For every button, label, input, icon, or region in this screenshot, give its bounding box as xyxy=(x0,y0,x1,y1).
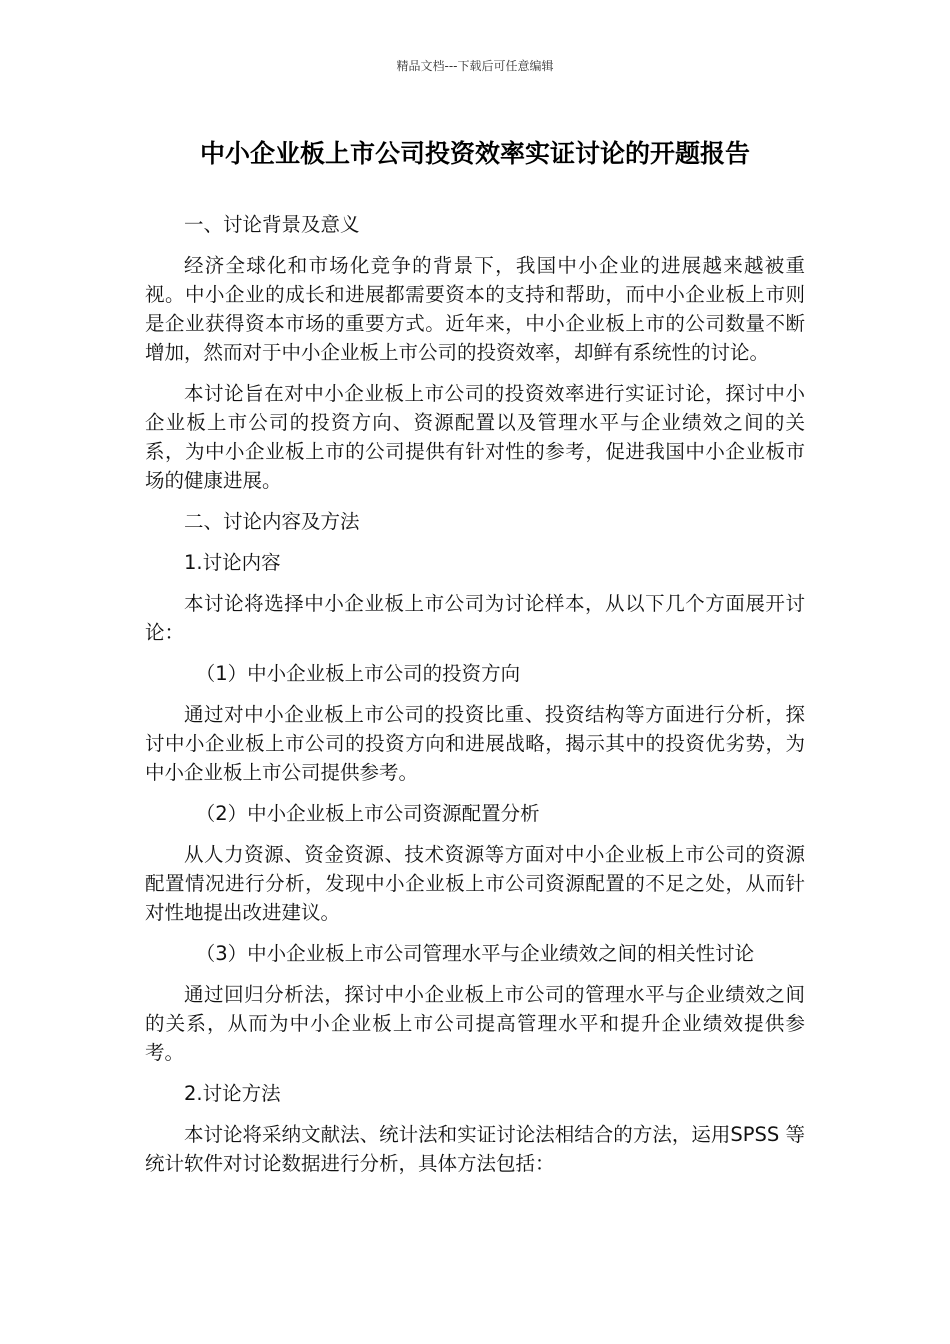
item-heading-resource-allocation: （2）中小企业板上市公司资源配置分析 xyxy=(195,802,540,825)
document-title: 中小企业板上市公司投资效率实证讨论的开题报告 xyxy=(199,139,750,168)
subsection-heading-content: 1.讨论内容 xyxy=(184,551,281,574)
section-heading-background: 一、讨论背景及意义 xyxy=(184,213,360,236)
paragraph-content-intro: 本讨论将选择中小企业板上市公司为讨论样本，从以下几个方面展开讨论： xyxy=(145,592,805,644)
paragraph-investment-direction: 通过对中小企业板上市公司的投资比重、投资结构等方面进行分析，探讨中小企业板上市公司的投资方向和进展战略，揭示其中的投资优劣势，为中小企业板上市公司提供参考。 xyxy=(145,703,805,784)
header-note: 精品文档---下载后可任意编辑 xyxy=(396,59,554,73)
subsection-heading-method: 2.讨论方法 xyxy=(184,1082,281,1105)
paragraph-method: 本讨论将采纳文献法、统计法和实证讨论法相结合的方法，运用SPSS 等统计软件对讨论数据进行分析，具体方法包括： xyxy=(145,1123,805,1175)
paragraph-background-2: 本讨论旨在对中小企业板上市公司的投资效率进行实证讨论，探讨中小企业板上市公司的投资方向、资源配置以及管理水平与企业绩效之间的关系，为中小企业板上市的公司提供有针对性的参考，促进我国中小企业板市场的健康进展。 xyxy=(145,382,805,492)
section-heading-content-method: 二、讨论内容及方法 xyxy=(184,510,360,533)
paragraph-management-performance: 通过回归分析法，探讨中小企业板上市公司的管理水平与企业绩效之间的关系，从而为中小企业板上市公司提高管理水平和提升企业绩效提供参考。 xyxy=(145,983,805,1064)
paragraph-resource-allocation: 从人力资源、资金资源、技术资源等方面对中小企业板上市公司的资源配置情况进行分析，发现中小企业板上市公司资源配置的不足之处，从而针对性地提出改进建议。 xyxy=(145,843,805,924)
paragraph-background-1: 经济全球化和市场化竞争的背景下，我国中小企业的进展越来越被重视。中小企业的成长和进展都需要资本的支持和帮助，而中小企业板上市则是企业获得资本市场的重要方式。近年来，中小企业板上市的公司数量不断增加，然而对于中小企业板上市公司的投资效率，却鲜有系统性的讨论。 xyxy=(145,254,805,364)
document-body xyxy=(145,210,805,1190)
item-heading-management-performance: （3）中小企业板上市公司管理水平与企业绩效之间的相关性讨论 xyxy=(195,942,755,965)
item-heading-investment-direction: （1）中小企业板上市公司的投资方向 xyxy=(195,662,521,685)
